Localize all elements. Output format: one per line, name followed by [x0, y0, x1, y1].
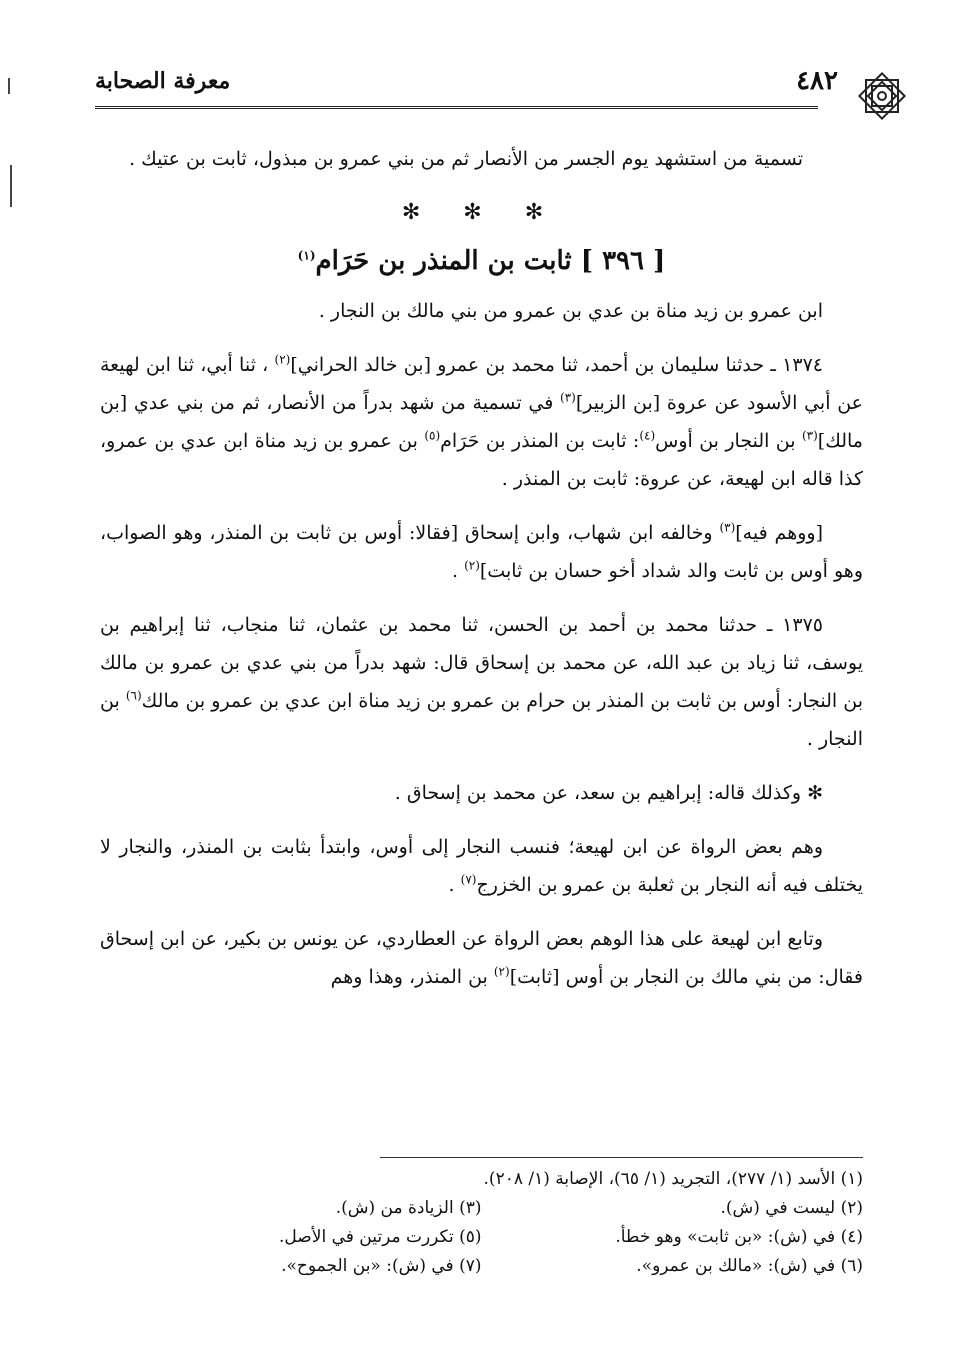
text-run: بن النجار بن أوس — [655, 430, 802, 452]
tabaa-paragraph — [100, 920, 863, 996]
text-run: : ثابت بن المنذر بن حَرَام — [440, 430, 640, 452]
intro-paragraph: تسمية من استشهد يوم الجسر من الأنصار ثم من بني عمرو بن مبذول، ثابت بن عتيك . — [129, 148, 803, 170]
text-run: . — [451, 560, 465, 582]
octagonal-star-ornament-icon — [854, 68, 910, 124]
footnote-ref: (٣) — [719, 520, 736, 535]
footnote-row — [100, 1252, 863, 1281]
footnote-ref: (٣) — [801, 428, 818, 443]
margin-mark — [8, 78, 10, 94]
footnote-rule — [380, 1157, 863, 1158]
entry-heading — [100, 242, 863, 280]
footnote-3: (٣) الزيادة من (ش). — [335, 1198, 482, 1218]
page-number: ٤٨٢ — [796, 66, 838, 96]
footnote-ref: (٥) — [424, 428, 441, 443]
footnote-4: (٤) في (ش): «بن ثابت» وهو خطأ. — [615, 1227, 863, 1247]
text-run: بن النجار . — [100, 690, 863, 750]
margin-mark — [10, 165, 12, 207]
footnote-ref: (٢) — [493, 964, 510, 979]
footnote-1: (١) الأسد (١/ ٢٧٧)، التجريد (١/ ٦٥)، الإصابة (١/ ٢٠٨). — [483, 1169, 863, 1189]
page-header — [95, 62, 868, 102]
footnote-row — [100, 1194, 863, 1223]
text-run: وهم بعض الرواة عن ابن لهيعة؛ فنسب النجار إلى أوس، وابتدأ بثابت بن المنذر، والنجار لا يختلف فيه أنه النجار بن ثعلبة بن عمرو بن الخزرج — [100, 836, 863, 896]
text-run: ، ثنا أبي، ثنا ابن لهيعة عن أبي الأسود عن عروة [بن الزبير] — [100, 354, 863, 414]
section-divider-stars: ✻ ✻ ✻ — [401, 200, 562, 225]
footnote-ref: (٦) — [125, 688, 142, 703]
footnote-ref: (٢) — [464, 558, 480, 573]
footnote-ref: (٧) — [460, 872, 477, 887]
text-run: وتابع ابن لهيعة على هذا الوهم بعض الرواة عن العطاردي، عن يونس بن بكير، عن ابن إسحاق فقال: من بني مالك بن النجار بن أوس [ثابت] — [100, 928, 863, 988]
footnote-2: (٢) ليست في (ش). — [720, 1198, 863, 1218]
text-run: [ووهم فيه] — [735, 522, 823, 544]
text-run: ١٣٧٤ ـ حدثنا سليمان بن أحمد، ثنا محمد بن عمرو [بن خالد الحراني] — [290, 354, 823, 376]
wahm-paragraph — [100, 514, 863, 590]
text-run: . — [448, 874, 461, 896]
wahm-explanation-paragraph — [100, 828, 863, 904]
footnote-7: (٧) في (ش): «بن الجموح». — [281, 1256, 482, 1276]
text-run: بن المنذر، وهذا وهم — [330, 966, 494, 988]
hadith-1374-paragraph — [100, 346, 863, 498]
header-rule — [95, 106, 818, 111]
footnotes — [100, 1165, 863, 1281]
lineage-paragraph: ابن عمرو بن زيد مناة بن عدي بن عمرو من بني مالك بن النجار . — [318, 300, 823, 322]
footnote-ref: (٢) — [274, 352, 291, 367]
footnote-row — [100, 1223, 863, 1252]
footnote-ref: (٤) — [639, 428, 656, 443]
hadith-1375-paragraph — [100, 606, 863, 758]
kadhalik-paragraph: ✻ وكذلك قاله: إبراهيم بن سعد، عن محمد بن إسحاق . — [394, 782, 823, 804]
footnote-6: (٦) في (ش): «مالك بن عمرو». — [636, 1256, 863, 1276]
text-run: في تسمية من شهد بدراً من الأنصار، ثم من بني عدي [بن مالك] — [100, 392, 863, 452]
footnote-ref: (١) — [297, 248, 316, 263]
entry-heading-text: [ ٣٩٦ ] ثابت بن المنذر بن حَرَام — [315, 246, 666, 276]
text-run: وخالفه ابن شهاب، وابن إسحاق [فقالا: أوس بن ثابت بن المنذر، وهو الصواب، وهو أوس بن ثابت والد شداد أخو حسان بن ثابت] — [100, 522, 863, 582]
running-head: معرفة الصحابة — [95, 68, 231, 94]
main-text — [100, 140, 863, 1012]
text-run: ١٣٧٥ ـ حدثنا محمد بن أحمد بن الحسن، ثنا محمد بن عثمان، ثنا منجاب، ثنا إبراهيم بن يوسف، ثنا زياد بن عبد الله، عن محمد بن إسحاق قال: شهد بدراً من بني عدي بن عمرو بن مالك بن النجار: أوس بن ثابت بن المنذر بن حرام بن عمرو بن زيد مناة ابن عدي بن عمرو بن مالك — [100, 614, 863, 712]
footnote-5: (٥) تكررت مرتين في الأصل. — [279, 1227, 482, 1247]
text-run: بن عمرو بن زيد مناة ابن عدي بن عمرو، كذا قاله ابن لهيعة، عن عروة: ثابت بن المنذر . — [100, 430, 863, 490]
footnote-row — [100, 1165, 863, 1194]
footnote-ref: (٣) — [560, 390, 576, 405]
